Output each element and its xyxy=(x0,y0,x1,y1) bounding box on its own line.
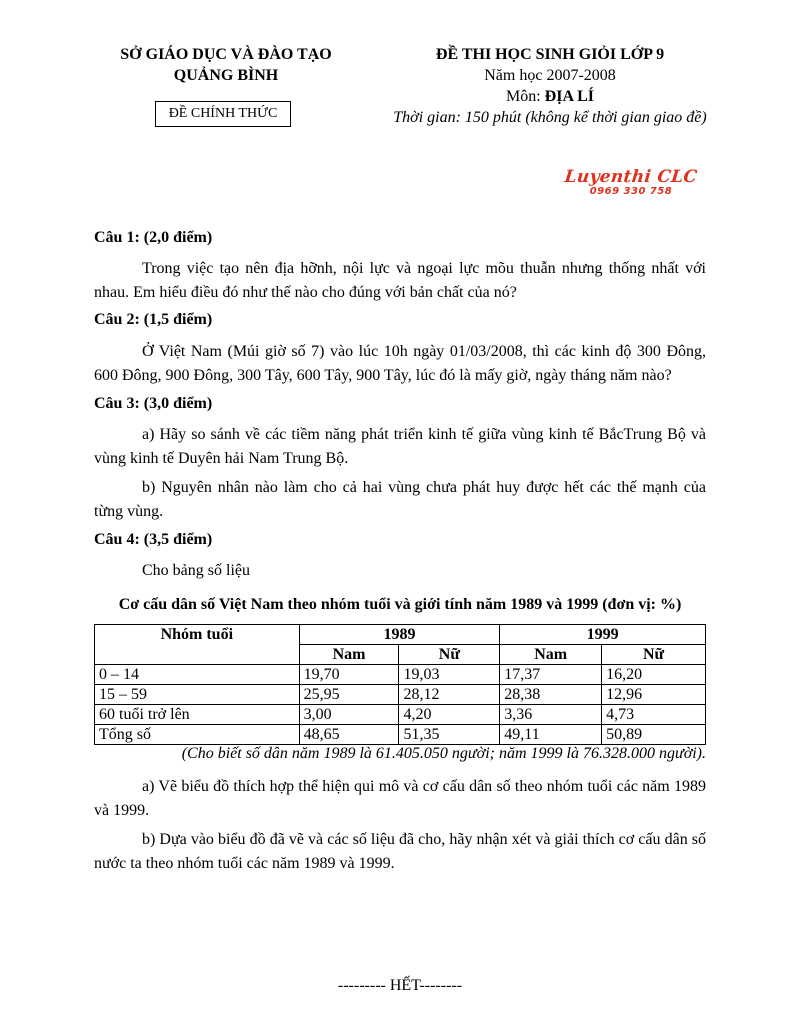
question-3-part-a: a) Hãy so sánh về các tiềm năng phát triển kinh tế giữa vùng kinh tế BắcTrung Bộ và vùng kinh tế Duyên hải Nam Trung Bộ. xyxy=(94,426,706,467)
question-4-part-b: b) Dựa vào biểu đồ đã vẽ và các số liệu đã cho, hãy nhận xét và giải thích cơ cấu dân số nước ta theo nhóm tuổi các năm 1989 và 1999. xyxy=(94,831,706,872)
question-3-part-b: b) Nguyên nhân nào làm cho cả hai vùng chưa phát huy được hết các thế mạnh của từng vùng. xyxy=(94,479,706,520)
question-2-text: Ở Việt Nam (Múi giờ số 7) vào lúc 10h ngày 01/03/2008, thì các kinh độ 300 Đông, 600 Đông, 900 Đông, 300 Tây, 600 Tây, 900 Tây, lúc đó là mấy giờ, ngày tháng năm nào? xyxy=(94,343,706,384)
question-4-intro: Cho bảng số liệu xyxy=(142,562,250,579)
exam-header xyxy=(355,44,745,128)
question-1-title: Câu 1: (2,0 điểm) xyxy=(94,229,213,246)
subject-prefix: Môn: xyxy=(505,88,545,105)
official-exam-label: ĐỀ CHÍNH THỨC xyxy=(155,101,291,127)
table-row xyxy=(95,705,706,725)
school-year: Năm học 2007-2008 xyxy=(484,67,616,84)
cell-female-1999: 4,73 xyxy=(602,705,706,725)
department-name: SỞ GIÁO DỤC VÀ ĐÀO TẠO xyxy=(120,46,332,63)
cell-male-1989: 48,65 xyxy=(299,725,399,745)
exam-title: ĐỀ THI HỌC SINH GIỎI LỚP 9 xyxy=(435,46,665,63)
brand-phone: 0969 330 758 xyxy=(589,186,673,197)
cell-male-1999: 49,11 xyxy=(500,725,602,745)
subject-name: ĐỊA LÍ xyxy=(544,88,595,105)
header-female-1999: Nữ xyxy=(602,645,706,665)
province-name: QUẢNG BÌNH xyxy=(173,67,279,84)
cell-age-group: 15 – 59 xyxy=(95,685,300,705)
cell-male-1999: 28,38 xyxy=(500,685,602,705)
question-1-text: Trong việc tạo nên địa hỡnh, nội lực và ngoại lực mõu thuẫn nhưng thống nhất với nhau. Em hiểu điều đó như thế nào cho đúng với bản chất của nó? xyxy=(94,260,706,301)
question-2-title: Câu 2: (1,5 điểm) xyxy=(94,311,213,328)
header-female-1989: Nữ xyxy=(399,645,500,665)
time-note: Thời gian: 150 phút (không kể thời gian giao đề) xyxy=(393,109,707,126)
population-table xyxy=(94,624,706,745)
cell-male-1989: 19,70 xyxy=(299,665,399,685)
cell-female-1989: 4,20 xyxy=(399,705,500,725)
table-row xyxy=(95,685,706,705)
header-year-1999: 1999 xyxy=(500,625,706,645)
table-title: Cơ cấu dân số Việt Nam theo nhóm tuổi và giới tính năm 1989 và 1999 (đơn vị: %) xyxy=(118,596,682,613)
table-row xyxy=(95,665,706,685)
header-male-1989: Nam xyxy=(299,645,399,665)
cell-age-group: Tổng số xyxy=(95,725,300,745)
cell-female-1999: 50,89 xyxy=(602,725,706,745)
header-male-1999: Nam xyxy=(500,645,602,665)
question-3-title: Câu 3: (3,0 điểm) xyxy=(94,395,213,412)
department-header xyxy=(96,44,356,86)
cell-male-1999: 3,36 xyxy=(500,705,602,725)
subject-line xyxy=(355,86,745,107)
cell-female-1999: 12,96 xyxy=(602,685,706,705)
cell-male-1989: 25,95 xyxy=(299,685,399,705)
brand-logo xyxy=(556,168,706,197)
cell-female-1989: 51,35 xyxy=(399,725,500,745)
cell-male-1999: 17,37 xyxy=(500,665,602,685)
table-header-row xyxy=(95,625,706,645)
header-age-group: Nhóm tuổi xyxy=(95,625,300,665)
cell-female-1989: 28,12 xyxy=(399,685,500,705)
table-row xyxy=(95,725,706,745)
cell-female-1999: 16,20 xyxy=(602,665,706,685)
brand-name: Luyenthi CLC xyxy=(563,167,699,187)
question-4-part-a: a) Vẽ biểu đồ thích hợp thể hiện qui mô và cơ cấu dân số theo nhóm tuổi các năm 1989 và 1999. xyxy=(94,778,706,819)
cell-male-1989: 3,00 xyxy=(299,705,399,725)
table-note: (Cho biết số dân năm 1989 là 61.405.050 người; năm 1999 là 76.328.000 người). xyxy=(181,745,706,762)
question-4-title: Câu 4: (3,5 điểm) xyxy=(94,531,213,548)
cell-age-group: 0 – 14 xyxy=(95,665,300,685)
cell-age-group: 60 tuổi trở lên xyxy=(95,705,300,725)
end-mark: --------- HẾT-------- xyxy=(337,977,463,994)
header-year-1989: 1989 xyxy=(299,625,500,645)
cell-female-1989: 19,03 xyxy=(399,665,500,685)
